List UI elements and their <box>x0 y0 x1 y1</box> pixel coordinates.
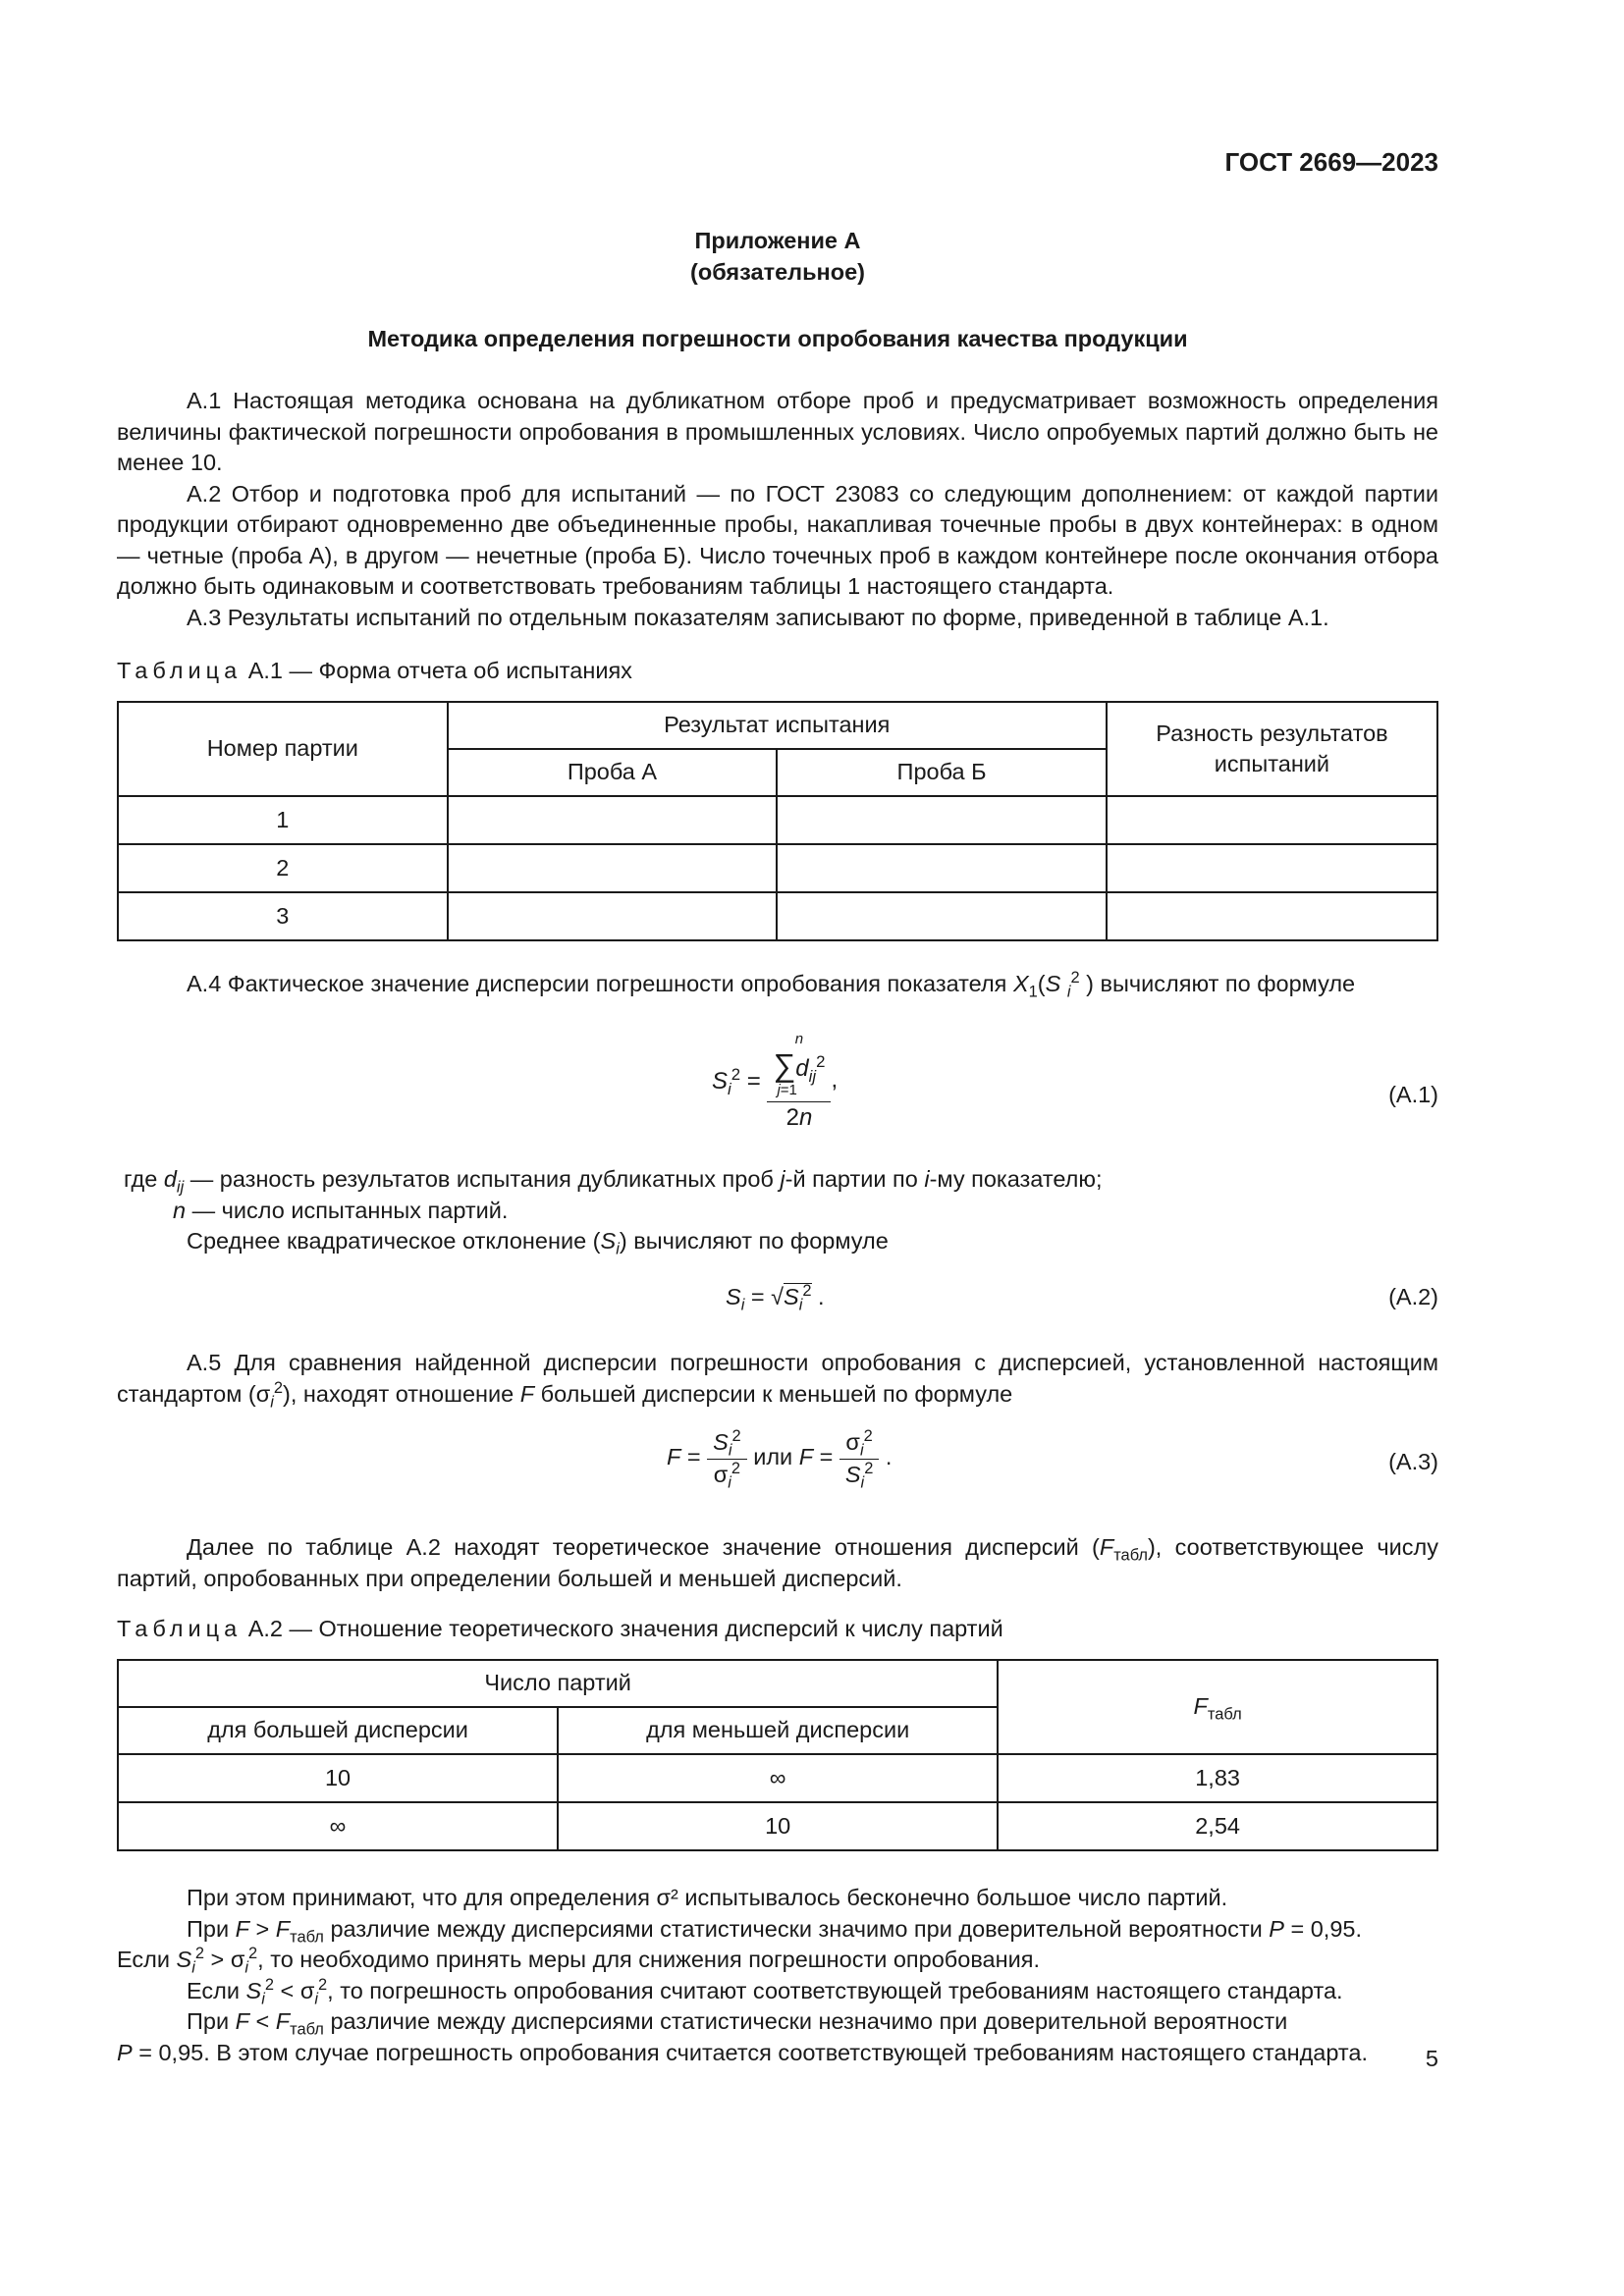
para-a5: А.5 Для сравнения найденной дисперсии погрешности опробования с дисперсией, установленной настоящим стандартом $(\sigma_i^2)$, находят отношение F большей дисперсии к меньшей по формуле <box>117 1350 1438 1412</box>
formula-number: (А.2) <box>1388 1284 1438 1309</box>
table-a2 <box>117 1659 1438 1851</box>
table-a1-caption <box>117 656 1438 687</box>
table-cell: 10 <box>558 1802 998 1850</box>
table-cell: 2,54 <box>998 1802 1437 1850</box>
table-header-cell: для меньшей дисперсии <box>558 1707 998 1754</box>
table-row <box>118 892 1437 940</box>
table-caption-word: Таблица <box>117 658 243 683</box>
formula-number: (А.3) <box>1388 1449 1438 1474</box>
formula-expression: $S_i^2$ = n $\sum d_{ij}^2$ j=1 2n , <box>712 1031 839 1131</box>
table-a1 <box>117 701 1438 941</box>
table-cell: 2 <box>118 844 448 892</box>
page-number: 5 <box>1425 2046 1438 2071</box>
formula-expression: F = $\frac{S_i^2}{\sigma_i^2}$ или F = $\frac{\sigma_i^2}{S_i^2}$ . <box>667 1427 893 1492</box>
para-gt: При $F > F_{табл}$ различие между дисперсиями статистически значимо при доверительной вероятности P = 0,95. <box>187 1915 1362 1947</box>
formula-expression: $S_i = √S_i^2$ . <box>726 1282 825 1314</box>
para-a1: А.1 Настоящая методика основана на дубликатном отборе проб и предусматривает возможность определения величины фактической погрешности опробования в промышленных условиях. Число опробуемых партий должно быть не менее 10. <box>117 388 1438 475</box>
table-a2-caption <box>117 1614 1438 1645</box>
para-a2: А.2 Отбор и подготовка проб для испытаний — по ГОСТ 23083 со следующим дополнением: от каждой партии продукции отбирают одновременно две объединенные пробы, накапливая точечные пробы в двух контейнерах: в одном — четные (проба А), в другом — нечетные (проба Б). Число точечных проб в каждом контейнере после окончания отбора должно быть одинаковым и соответствовать требованиям таблицы 1 настоящего стандарта. <box>117 480 1438 599</box>
formula-a3 <box>117 1427 1438 1506</box>
table-caption-word: Таблица <box>117 1616 243 1641</box>
formula-number: (А.1) <box>1388 1082 1438 1107</box>
appendix-title: Приложение А <box>694 228 861 253</box>
table-cell: ∞ <box>118 1802 558 1850</box>
table-header-cell: Проба А <box>448 749 778 796</box>
para-table2-ref: Далее по таблице А.2 находят теоретическое значение отношения дисперсий $(F_{табл})$, соответствующее числу партий, опробованных при определении большей и меньшей дисперсий. <box>117 1534 1438 1591</box>
body-text <box>117 386 1438 633</box>
para-inf: При этом принимают, что для определения σ² испытывалось бесконечно большое число партий. <box>187 1885 1228 1910</box>
table-caption-text: А.1 — Форма отчета об испытаниях <box>247 658 632 683</box>
appendix-status: (обязательное) <box>690 258 865 285</box>
table-header-cell: Проба Б <box>777 749 1107 796</box>
table-cell: 10 <box>118 1754 558 1802</box>
section-heading: Методика определения погрешности опробования качества продукции <box>367 326 1188 351</box>
para-lt2: При $F < F_{табл}$ различие между дисперсиями статистически незначимо при доверительной вероятности P = 0,95. В этом случае погрешность опробования считается соответствующей требованиям настоящего стандарта. <box>117 2008 1368 2065</box>
table-cell: 3 <box>118 892 448 940</box>
table-cell: 1,83 <box>998 1754 1437 1802</box>
para-sd: Среднее квадратическое отклонение $(S_i)$ вычисляют по формуле <box>187 1228 889 1258</box>
definition-d: где $d_{ij}$ — разность результатов испытания дубликатных проб j-й партии по i-му показателю; <box>124 1166 1103 1197</box>
table-row <box>118 844 1437 892</box>
table-cell: 1 <box>118 796 448 844</box>
table-row <box>118 1802 1437 1850</box>
table-row <box>118 796 1437 844</box>
para-a4: А.4 Фактическое значение дисперсии погрешности опробования показателя $X_1(S$ $_i^2$ ) вычисляют по формуле <box>187 969 1356 1001</box>
appendix-title-block <box>117 226 1438 288</box>
para-a3: А.3 Результаты испытаний по отдельным показателям записывают по форме, приведенной в таблице А.1. <box>187 604 1329 630</box>
table-cell: ∞ <box>558 1754 998 1802</box>
closing-text <box>117 1883 1438 2068</box>
definition-n: n — число испытанных партий. <box>173 1197 509 1223</box>
table-header-cell: $F_{табл}$ <box>998 1660 1437 1754</box>
formula-a1 <box>117 1021 1438 1139</box>
para-lt-if: Если $S_i^2 < \sigma_i^2$, то погрешность опробования считают соответствующей требованиям настоящего стандарта. <box>187 1975 1343 2008</box>
definitions <box>124 1164 1438 1257</box>
para-gt-if: Если $S_i^2 > \sigma_i^2$, то необходимо принять меры для снижения погрешности опробования. <box>117 1945 1040 1977</box>
table-header-cell: Разность результатов испытаний <box>1107 702 1437 796</box>
table-row <box>118 1754 1437 1802</box>
table-header-cell: Число партий <box>118 1660 998 1707</box>
table-header-cell: для большей дисперсии <box>118 1707 558 1754</box>
table-header-cell: Номер партии <box>118 702 448 796</box>
document-header: ГОСТ 2669—2023 <box>1224 147 1438 177</box>
table-header-cell: Результат испытания <box>448 702 1107 749</box>
formula-a2 <box>117 1282 1438 1321</box>
table-caption-text: А.2 — Отношение теоретического значения дисперсий к числу партий <box>247 1616 1003 1641</box>
